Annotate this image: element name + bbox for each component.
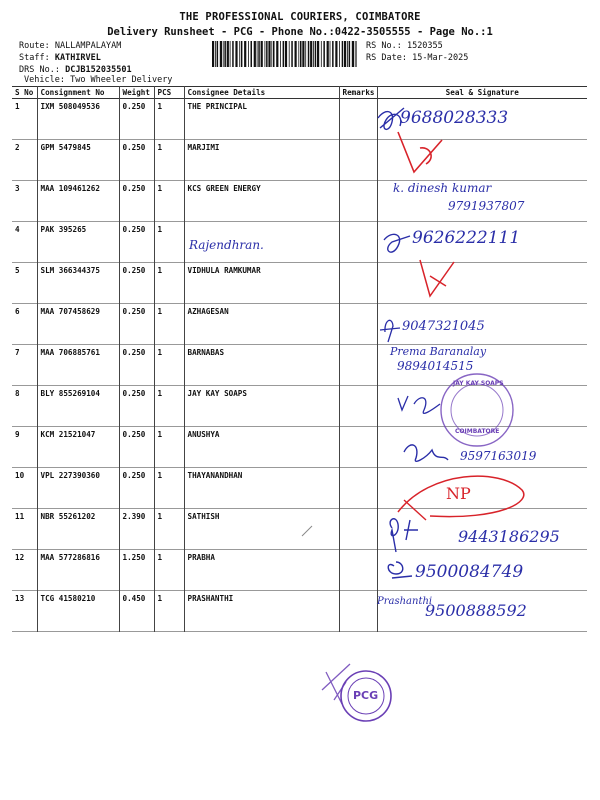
cell-weight: 0.250 (119, 222, 154, 263)
barcode-bar (220, 41, 222, 67)
row3-handwritten-name: k. dinesh kumar (393, 181, 492, 195)
cell-consignment-no: MAA 707458629 (37, 304, 119, 345)
cell-seal-signature (377, 468, 587, 509)
cell-pcs: 1 (154, 345, 184, 386)
cell-weight: 0.250 (119, 263, 154, 304)
cell-consignee: PRASHANTHI (184, 591, 339, 632)
barcode-bar (212, 41, 214, 67)
table-header-row (12, 87, 587, 99)
cell-consignment-no: TCG 41580210 (37, 591, 119, 632)
cell-sno: 5 (12, 263, 37, 304)
cell-consignment-no: KCM 21521047 (37, 427, 119, 468)
cell-remarks (339, 99, 377, 140)
route-info: Route: NALLAMPALAYAM (19, 41, 122, 51)
barcode-bar (257, 41, 258, 67)
barcode-bar (295, 41, 297, 67)
cell-consignee: BARNABAS (184, 345, 339, 386)
cell-remarks (339, 591, 377, 632)
cell-seal-signature (377, 263, 587, 304)
barcode-bar (305, 41, 306, 67)
barcode-bar (298, 41, 299, 67)
barcode-bar (239, 41, 240, 67)
barcode-bar (302, 41, 304, 67)
cell-consignee: ANUSHYA (184, 427, 339, 468)
barcode-bar (261, 41, 263, 67)
table-row (12, 304, 587, 345)
table-row (12, 263, 587, 304)
cell-remarks (339, 509, 377, 550)
barcode-bar (317, 41, 319, 67)
header-consignee: Consignee Details (184, 87, 339, 99)
cell-weight: 0.450 (119, 591, 154, 632)
row3-handwritten-phone: 9791937807 (448, 199, 525, 213)
cell-seal-signature (377, 140, 587, 181)
cell-seal-signature (377, 386, 587, 427)
barcode-bar (332, 41, 334, 67)
barcode-bar (315, 41, 317, 67)
barcode-bar (258, 41, 260, 67)
barcode-bar (355, 41, 356, 67)
row13-handwritten-name: Prashanthi (377, 596, 433, 607)
barcode-bar (283, 41, 285, 67)
cell-sno: 9 (12, 427, 37, 468)
row9-handwritten-phone: 9597163019 (460, 449, 537, 463)
pcg-stamp-strokes (322, 664, 350, 704)
cell-consignment-no: SLM 366344375 (37, 263, 119, 304)
barcode-bar (273, 41, 275, 67)
cell-sno: 2 (12, 140, 37, 181)
cell-consignment-no: MAA 109461262 (37, 181, 119, 222)
row13-handwritten-phone: 9500888592 (425, 601, 527, 620)
barcode-bar (349, 41, 351, 67)
cell-remarks (339, 468, 377, 509)
cell-consignment-no: GPM 5479845 (37, 140, 119, 181)
table-row (12, 386, 587, 427)
barcode-bar (323, 41, 325, 67)
cell-pcs: 1 (154, 427, 184, 468)
cell-sno: 6 (12, 304, 37, 345)
barcode-bar (313, 41, 314, 67)
cell-consignment-no: IXM 508049536 (37, 99, 119, 140)
header-pcs: PCS (154, 87, 184, 99)
header-remarks: Remarks (339, 87, 377, 99)
cell-consignee: SATHISH (184, 509, 339, 550)
barcode-bar (230, 41, 231, 67)
cell-pcs: 1 (154, 304, 184, 345)
barcode-bar (339, 41, 340, 67)
cell-pcs: 1 (154, 99, 184, 140)
barcode-bar (266, 41, 268, 67)
row4-handwritten-phone: 9626222111 (412, 228, 521, 248)
table-row (12, 140, 587, 181)
delivery-table (12, 86, 587, 632)
cell-weight: 0.250 (119, 304, 154, 345)
barcode-bar (285, 41, 287, 67)
barcode-bar (223, 41, 224, 67)
barcode-bar (352, 41, 354, 67)
cell-consignee: AZHAGESAN (184, 304, 339, 345)
barcode-bar (327, 41, 329, 67)
row6-handwritten-phone: 9047321045 (402, 319, 485, 334)
cell-pcs: 1 (154, 263, 184, 304)
header-weight: Weight (119, 87, 154, 99)
barcode-bar (280, 41, 281, 67)
cell-pcs: 1 (154, 550, 184, 591)
barcode-bar (300, 41, 302, 67)
cell-sno: 7 (12, 345, 37, 386)
row4-handwritten-consignee: Rajendhran. (189, 238, 264, 252)
barcode-bar (227, 41, 229, 67)
cell-consignment-no: NBR 55261202 (37, 509, 119, 550)
vehicle-info: Vehicle: Two Wheeler Delivery (24, 75, 173, 85)
rs-number: RS No.: 1520355 (366, 41, 443, 51)
barcode-bar (235, 41, 237, 67)
staff-info: Staff: KATHIRVEL (19, 53, 101, 63)
cell-sno: 8 (12, 386, 37, 427)
cell-remarks (339, 222, 377, 263)
cell-weight: 0.250 (119, 427, 154, 468)
cell-weight: 0.250 (119, 386, 154, 427)
cell-sno: 10 (12, 468, 37, 509)
barcode-bar (344, 41, 346, 67)
cell-weight: 0.250 (119, 181, 154, 222)
barcode-bar (215, 41, 216, 67)
pcg-stamp-text: PCG (353, 689, 379, 702)
table-row (12, 468, 587, 509)
cell-sno: 3 (12, 181, 37, 222)
barcode-bar (321, 41, 322, 67)
barcode (212, 41, 357, 67)
barcode-bar (308, 41, 310, 67)
cell-consignment-no: PAK 395265 (37, 222, 119, 263)
cell-remarks (339, 140, 377, 181)
cell-weight: 0.250 (119, 140, 154, 181)
cell-consignment-no: MAA 706885761 (37, 345, 119, 386)
header-seal-signature: Seal & Signature (445, 88, 519, 97)
cell-sno: 11 (12, 509, 37, 550)
cell-remarks (339, 550, 377, 591)
cell-remarks (339, 427, 377, 468)
cell-remarks (339, 304, 377, 345)
cell-sno: 12 (12, 550, 37, 591)
barcode-bar (347, 41, 348, 67)
cell-consignment-no: VPL 227390360 (37, 468, 119, 509)
row1-handwritten-phone: 9688028333 (400, 108, 509, 128)
header-sno: S No (12, 87, 37, 99)
cell-weight: 0.250 (119, 468, 154, 509)
cell-pcs: 1 (154, 181, 184, 222)
cell-remarks (339, 386, 377, 427)
row10-np-text: NP (446, 484, 471, 503)
cell-consignee: MARJIMI (184, 140, 339, 181)
barcode-bar (356, 41, 357, 67)
barcode-bar (330, 41, 331, 67)
cell-consignee: PRABHA (184, 550, 339, 591)
row11-handwritten-phone: 9443186295 (458, 527, 560, 546)
cell-sno: 13 (12, 591, 37, 632)
jaykay-stamp-text-bottom: COIMBATORE (455, 428, 500, 435)
jaykay-stamp-text-top: JAY KAY SOAPS (453, 380, 504, 387)
row12-handwritten-phone: 9500084749 (415, 562, 524, 582)
barcode-bar (254, 41, 256, 67)
cell-weight: 0.250 (119, 345, 154, 386)
barcode-bar (244, 41, 246, 67)
cell-remarks (339, 263, 377, 304)
cell-consignment-no: BLY 855269104 (37, 386, 119, 427)
cell-consignee: JAY KAY SOAPS (184, 386, 339, 427)
barcode-bar (335, 41, 337, 67)
cell-consignee: THE PRINCIPAL (184, 99, 339, 140)
row7-handwritten-phone: 9894014515 (397, 359, 474, 373)
cell-weight: 0.250 (119, 99, 154, 140)
cell-consignee: THAYANANDHAN (184, 468, 339, 509)
cell-pcs: 1 (154, 591, 184, 632)
barcode-bar (217, 41, 219, 67)
barcode-bar (248, 41, 249, 67)
cell-weight: 1.250 (119, 550, 154, 591)
cell-pcs: 1 (154, 222, 184, 263)
row7-handwritten-name: Prema Baranalay (390, 345, 487, 358)
cell-sno: 4 (12, 222, 37, 263)
cell-remarks (339, 181, 377, 222)
company-title: THE PROFESSIONAL COURIERS, COIMBATORE (179, 11, 421, 23)
barcode-bar (271, 41, 272, 67)
barcode-bar (310, 41, 312, 67)
barcode-bar (251, 41, 253, 67)
cell-pcs: 1 (154, 386, 184, 427)
barcode-bar (241, 41, 243, 67)
cell-pcs: 1 (154, 468, 184, 509)
barcode-bar (289, 41, 290, 67)
barcode-bar (291, 41, 293, 67)
cell-pcs: 1 (154, 509, 184, 550)
barcode-bar (342, 41, 344, 67)
barcode-bar (224, 41, 226, 67)
barcode-bar (265, 41, 266, 67)
cell-pcs: 1 (154, 140, 184, 181)
rs-date: RS Date: 15-Mar-2025 (366, 53, 469, 63)
runsheet-subtitle: Delivery Runsheet - PCG - Phone No.:0422-3505555 - Page No.:1 (107, 26, 493, 38)
header-consignment: Consignment No (37, 87, 119, 99)
cell-consignee: KCS GREEN ENERGY (184, 181, 339, 222)
barcode-bar (232, 41, 234, 67)
cell-consignee: VIDHULA RAMKUMAR (184, 263, 339, 304)
barcode-bar (268, 41, 270, 67)
cell-sno: 1 (12, 99, 37, 140)
cell-consignment-no: MAA 577286816 (37, 550, 119, 591)
barcode-bar (276, 41, 278, 67)
drs-info: DRS No.: DCJB152035501 (19, 65, 132, 75)
cell-remarks (339, 345, 377, 386)
cell-weight: 2.390 (119, 509, 154, 550)
